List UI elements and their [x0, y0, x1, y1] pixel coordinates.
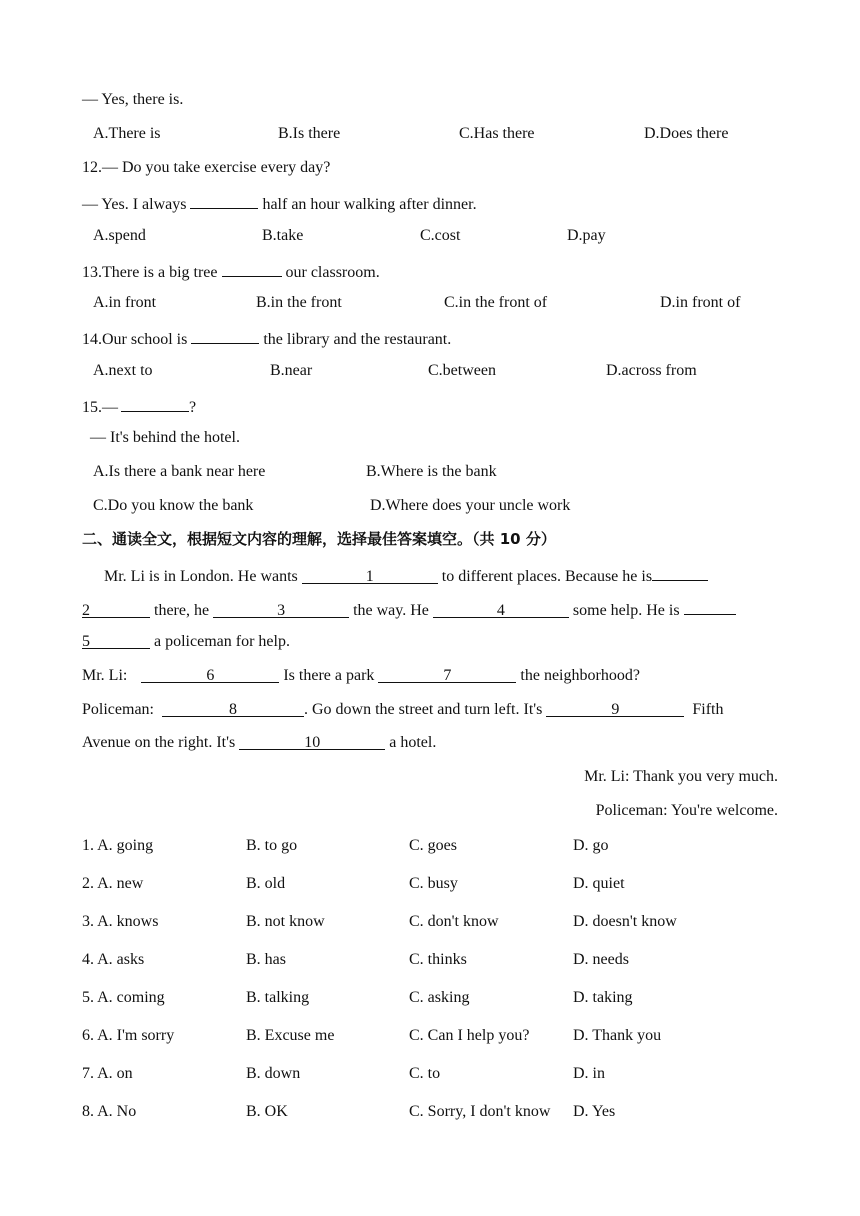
q15-post: ? [189, 399, 197, 416]
q12-blank [190, 192, 258, 209]
q15-option-d: D.Where does your uncle work [370, 497, 571, 514]
choice-7-option-c: C. to [409, 1065, 441, 1082]
choice-3-option-b: B. not know [246, 913, 325, 930]
q15-option-a: A.Is there a bank near here [93, 463, 266, 480]
dialogue-line-1 [82, 666, 640, 686]
section2-heading: 二、通读全文，根据短文内容的理解，选择最佳答案填空。（共 10 分） [82, 530, 556, 548]
q14-option-d: D.across from [606, 362, 697, 379]
choice-1-option-a: 1. A. going [82, 837, 154, 854]
blank-2-start [652, 564, 708, 581]
blank-1: 1 [302, 567, 438, 584]
choice-4-option-a: 4. A. asks [82, 951, 145, 968]
choice-7-option-a: 7. A. on [82, 1065, 133, 1082]
choice-8-option-b: B. OK [246, 1103, 288, 1120]
choice-1-option-b: B. to go [246, 837, 298, 854]
passage-text: to different places. Because he is [441, 568, 653, 585]
dialogue-line-2 [82, 700, 724, 720]
passage-text: a policeman for help. [154, 633, 290, 650]
q12-option-a: A.spend [93, 227, 146, 244]
choice-6-option-c: C. Can I help you? [409, 1027, 530, 1044]
passage-line-1 [104, 564, 708, 587]
choice-7-option-d: D. in [573, 1065, 605, 1082]
blank-3: 3 [213, 601, 349, 618]
passage-text: . Go down the street and turn left. It's [303, 701, 543, 718]
q14-pre: 14.Our school is [82, 331, 188, 348]
passage-line-2 [82, 598, 736, 621]
q14-blank [191, 327, 259, 344]
choice-3-option-c: C. don't know [409, 913, 499, 930]
q14-question [82, 327, 451, 350]
choice-3-option-a: 3. A. knows [82, 913, 159, 930]
choice-2-option-b: B. old [246, 875, 286, 892]
blank-5 [82, 632, 150, 649]
q11-answer: — Yes, there is. [82, 91, 184, 108]
choice-1-option-c: C. goes [409, 837, 457, 854]
speaker-label: Policeman: [82, 701, 154, 718]
q12-option-c: C.cost [420, 227, 461, 244]
choice-6-option-b: B. Excuse me [246, 1027, 335, 1044]
choice-8-option-a: 8. A. No [82, 1103, 137, 1120]
q11-option-b: B.Is there [278, 125, 341, 142]
q15-pre: 15.— [82, 399, 118, 416]
choice-4-option-b: B. has [246, 951, 286, 968]
choice-5-option-c: C. asking [409, 989, 470, 1006]
blank-number: 2 [82, 602, 90, 619]
passage-text: Mr. Li is in London. He wants [104, 568, 298, 585]
blank-number: 5 [82, 633, 90, 650]
q11-option-d: D.Does there [644, 125, 729, 142]
q13-option-a: A.in front [93, 294, 157, 311]
choice-7-option-b: B. down [246, 1065, 301, 1082]
q12-option-d: D.pay [567, 227, 606, 244]
q14-post: the library and the restaurant. [263, 331, 452, 348]
q13-blank [222, 260, 282, 277]
blank-6: 6 [141, 666, 279, 683]
choice-2-option-c: C. busy [409, 875, 458, 892]
choice-6-option-d: D. Thank you [573, 1027, 662, 1044]
choice-2-option-d: D. quiet [573, 875, 625, 892]
blank-10: 10 [239, 733, 385, 750]
blank-5-start [684, 598, 736, 615]
dialogue-thanks: Mr. Li: Thank you very much. [584, 768, 778, 785]
choice-4-option-c: C. thinks [409, 951, 467, 968]
q15-option-c: C.Do you know the bank [93, 497, 254, 514]
q11-option-c: C.Has there [459, 125, 535, 142]
q15-blank [121, 395, 189, 412]
q13-pre: 13.There is a big tree [82, 264, 218, 281]
passage-text: there, he [154, 602, 210, 619]
passage-line-3 [82, 632, 290, 652]
q12-answer-post: half an hour walking after dinner. [262, 196, 477, 213]
passage-text: the neighborhood? [520, 667, 640, 684]
q12-answer [82, 192, 477, 215]
q12-option-b: B.take [262, 227, 304, 244]
q14-option-b: B.near [270, 362, 313, 379]
passage-text: some help. He is [572, 602, 680, 619]
choice-8-option-d: D. Yes [573, 1103, 616, 1120]
passage-text: Fifth [692, 701, 724, 718]
blank-9: 9 [546, 700, 684, 717]
q14-option-c: C.between [428, 362, 496, 379]
q13-post: our classroom. [285, 264, 380, 281]
passage-text: a hotel. [389, 734, 437, 751]
q12-question: 12.— Do you take exercise every day? [82, 159, 331, 176]
passage-text: Avenue on the right. It's [82, 734, 236, 751]
choice-6-option-a: 6. A. I'm sorry [82, 1027, 175, 1044]
blank-2 [82, 601, 150, 618]
choice-3-option-d: D. doesn't know [573, 913, 677, 930]
passage-text: the way. He [353, 602, 429, 619]
q11-option-a: A.There is [93, 125, 161, 142]
blank-4: 4 [433, 601, 569, 618]
choice-8-option-c: C. Sorry, I don't know [409, 1103, 551, 1120]
blank-7: 7 [378, 666, 516, 683]
choice-5-option-d: D. taking [573, 989, 633, 1006]
choice-5-option-a: 5. A. coming [82, 989, 165, 1006]
q13-question [82, 260, 380, 283]
q14-option-a: A.next to [93, 362, 153, 379]
q15-option-b: B.Where is the bank [366, 463, 497, 480]
q15-question [82, 395, 196, 418]
q15-answer: — It's behind the hotel. [90, 429, 240, 446]
speaker-label: Mr. Li: [82, 667, 128, 684]
choice-5-option-b: B. talking [246, 989, 310, 1006]
q13-option-d: D.in front of [660, 294, 741, 311]
q13-option-b: B.in the front [256, 294, 342, 311]
passage-text: Is there a park [283, 667, 375, 684]
dialogue-welcome: Policeman: You're welcome. [595, 802, 778, 819]
choice-4-option-d: D. needs [573, 951, 629, 968]
choice-1-option-d: D. go [573, 837, 609, 854]
blank-8: 8 [162, 700, 304, 717]
dialogue-line-3 [82, 733, 436, 753]
choice-2-option-a: 2. A. new [82, 875, 144, 892]
q13-option-c: C.in the front of [444, 294, 548, 311]
q12-answer-pre: — Yes. I always [82, 196, 187, 213]
